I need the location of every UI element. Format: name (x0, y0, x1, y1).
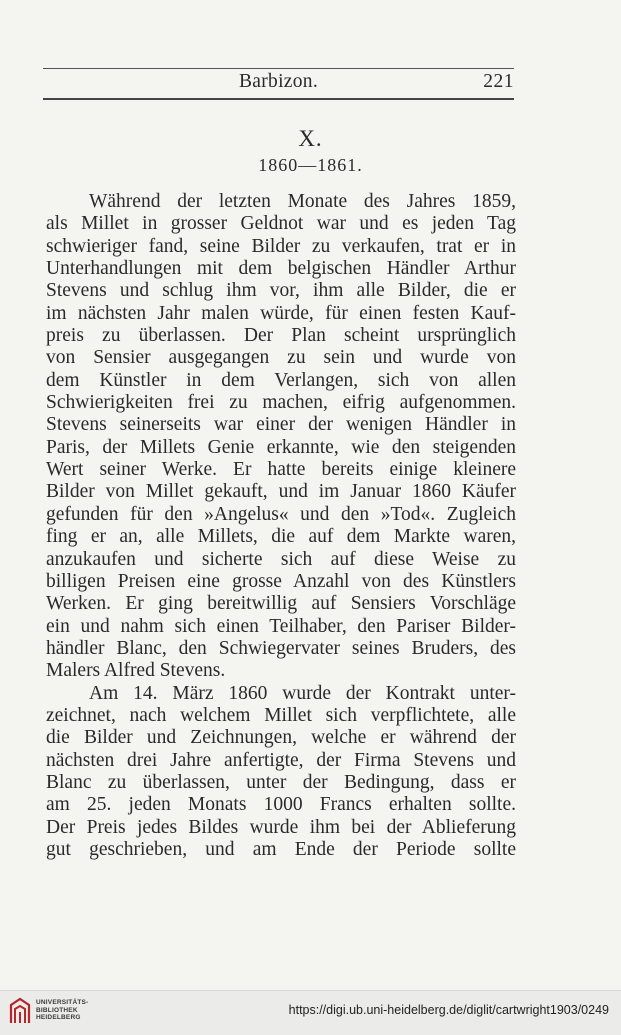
text-line: im nächsten Jahr malen würde, für einen festen Kauf- (46, 302, 516, 324)
text-line: Während der letzten Monate des Jahres 1859, (89, 191, 516, 212)
chapter-number: X. (298, 126, 323, 151)
text-line: Stevens und schlug ihm vor, ihm alle Bilder, die er (46, 280, 516, 302)
text-line: Der Preis jedes Bildes wurde ihm bei der Ablieferung (46, 816, 516, 838)
text-line: billigen Preisen eine grosse Anzahl von des Künstlers (46, 570, 516, 592)
permalink-url[interactable]: https://digi.ub.uni-heidelberg.de/diglit/cartwright1903/0249 (288, 1003, 609, 1017)
head-rule (43, 98, 514, 100)
text-line: preis zu überlassen. Der Plan scheint ursprünglich (46, 325, 516, 347)
logo-line: UNIVERSITÄTS- (36, 999, 89, 1006)
logo-line: BIBLIOTHEK (36, 1006, 78, 1014)
text-line: Blanc zu überlassen, unter der Bedingung, dass er (46, 771, 516, 793)
text-line: Werken. Er ging bereitwillig auf Sensiers Vorschläge (46, 593, 516, 615)
text-line: als Millet in grosser Geldnot war und es jeden Tag (46, 213, 516, 235)
text-line: Am 14. März 1860 wurde der Kontrakt unter- (89, 682, 516, 704)
chapter-years: 1860—1861. (258, 155, 363, 175)
running-title: Barbizon. (238, 71, 319, 92)
text-line: Paris, der Millets Genie erkannte, wie den steigenden (46, 436, 516, 458)
text-line: ein und nahm sich einen Teilhaber, den Pariser Bilder- (46, 615, 516, 637)
text-line: Wert seiner Werke. Er hatte bereits einige kleinere (46, 459, 516, 481)
text-line: Bilder von Millet gekauft, und im Januar 1860 Käufer (46, 481, 516, 503)
text-line: Stevens seinerseits war einer der wenigen Händler in (46, 414, 516, 436)
text-line: die Bilder und Zeichnungen, welche er während der (46, 727, 516, 749)
library-logo-icon (8, 997, 32, 1025)
text-line: Unterhandlungen mit dem belgischen Händler Arthur (46, 258, 516, 280)
text-line: dem Künstler in dem Verlangen, sich von allen (46, 369, 516, 391)
text-line: fing er an, alle Millets, die auf dem Markte waren, (46, 526, 516, 548)
text-line: von Sensier ausgegangen zu sein und wurde von (46, 347, 516, 369)
text-line: Schwierigkeiten frei zu machen, eifrig aufgenommen. (46, 392, 516, 414)
text-line: gefunden für den »Angelus« und den »Tod«. Zugleich (46, 503, 516, 525)
text-line: am 25. jeden Monats 1000 Francs erhalten sollte. (46, 794, 516, 816)
text-line: anzukaufen und sicherte sich auf diese Weise zu (46, 548, 516, 570)
library-logo-text (36, 999, 88, 1022)
running-head (43, 69, 514, 95)
text-line: händler Blanc, den Schwiegervater seines Bruders, des (46, 637, 516, 659)
logo-line: HEIDELBERG (36, 1014, 81, 1021)
text-line: schwieriger fand, seine Bilder zu verkaufen, trat er in (46, 235, 516, 257)
text-line: nächsten drei Jahre anfertigte, der Firma Stevens und (46, 749, 516, 771)
text-line: gut geschrieben, und am Ende der Periode sollte (46, 838, 516, 860)
page-number: 221 (483, 71, 514, 92)
text-line: Malers Alfred Stevens. (46, 660, 226, 682)
viewer-footer (0, 990, 621, 1035)
text-line: zeichnet, nach welchem Millet sich verpflichtete, alle (46, 704, 516, 726)
body-text (46, 191, 516, 861)
